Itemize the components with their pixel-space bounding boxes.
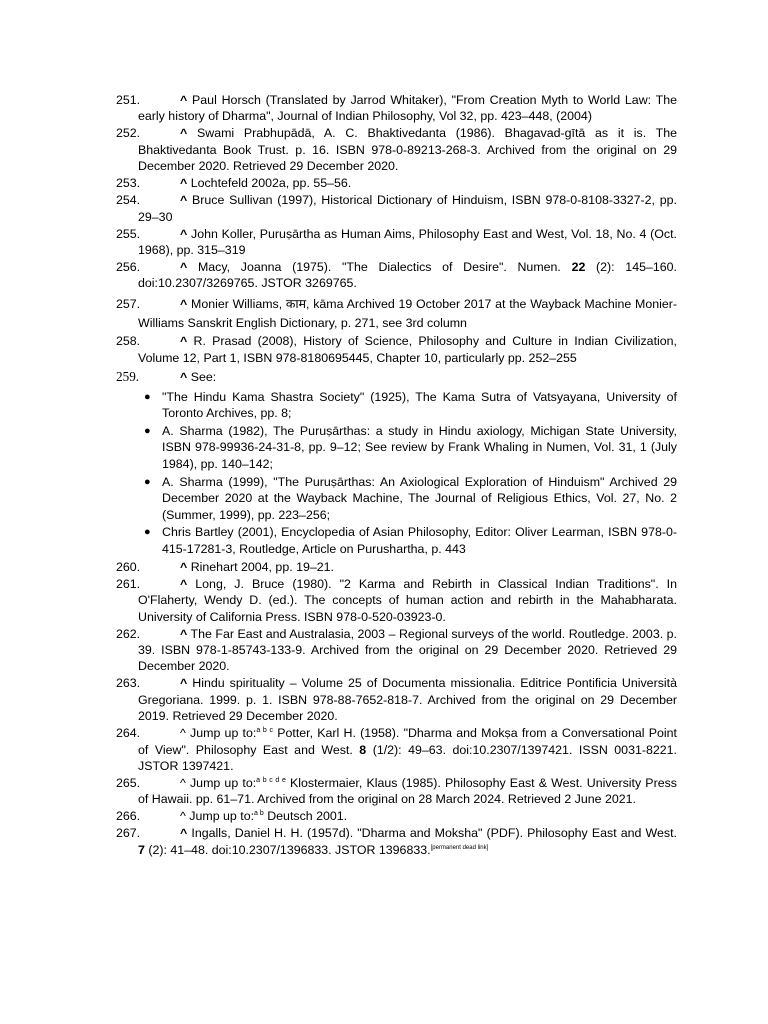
reference-259 (116, 369, 677, 385)
backlink-caret[interactable]: ^ (180, 93, 188, 107)
reference-265 (116, 775, 677, 808)
reference-text: Deutsch 2001. (267, 809, 348, 824)
bullet-icon: ● (144, 390, 151, 403)
backlink-caret[interactable]: ^ (180, 176, 188, 191)
bullet-icon: ● (144, 424, 151, 437)
reference-number: 253. (116, 176, 141, 191)
reference-267 (116, 825, 677, 858)
backlink-letters[interactable]: a b c (256, 727, 274, 735)
reference-text: R. Prasad (2008), History of Science, Philosophy and Culture in Indian Civilization, Volume 12, Part 1, ISBN 978-8180695445, Chapter 10, particularly pp. 252–255 (138, 334, 677, 365)
list-item-text: Chris Bartley (2001), Encyclopedia of Asian Philosophy, Editor: Oliver Learman, ISBN 978-0-415-17281-3, Routledge, Article on Purushartha, p. 443 (162, 525, 677, 556)
reference-number: 261. (116, 576, 141, 591)
reference-259-bullets (0, 389, 768, 558)
list-item (144, 524, 677, 557)
reference-number: 252. (116, 126, 141, 141)
reference-number: 256. (116, 260, 141, 275)
reference-text: Macy, Joanna (1975). "The Dialectics of Desire". Numen. (197, 260, 572, 275)
reference-number: 258. (116, 334, 141, 349)
bullet-icon: ● (144, 526, 151, 539)
reference-256 (116, 259, 677, 292)
reference-254 (116, 192, 677, 225)
reference-number: 262. (116, 626, 141, 641)
reference-text-continued: (2): 41–48. doi:10.2307/1396833. JSTOR 1396833. (144, 842, 431, 857)
reference-number: 254. (116, 193, 141, 208)
backlink-caret[interactable]: ^ (180, 775, 186, 790)
reference-257 (116, 295, 677, 333)
reference-262 (116, 626, 677, 675)
backlink-caret[interactable]: ^ (180, 809, 186, 824)
list-item (144, 389, 677, 422)
reference-text-continued: (1/2): 49–63. doi:10.2307/1397421. ISSN 0031-8221. JSTOR 1397421. (138, 742, 677, 773)
reference-number: 266. (116, 809, 141, 824)
reference-text-continued: (2): 145–160. doi:10.2307/3269765. JSTOR 3269765. (138, 260, 677, 291)
backlink-caret[interactable]: ^ (180, 676, 188, 691)
reference-text: Long, J. Bruce (1980). "2 Karma and Rebirth in Classical Indian Traditions". In O'Flaherty, Wendy D. (ed.). The concepts of human action and rebirth in the Mahabharata. University of California Press. ISBN 978-0-520-03923-0. (138, 576, 677, 624)
reference-text: John Koller, Puruṣārtha as Human Aims, Philosophy East and West, Vol. 18, No. 4 (Oct. 1968), pp. 315–319 (138, 226, 677, 258)
backlink-caret[interactable]: ^ (180, 296, 188, 311)
backlink-caret[interactable]: ^ (180, 826, 188, 841)
reference-number: 265. (116, 775, 141, 790)
reference-255 (116, 226, 677, 259)
reference-number: 264. (116, 726, 141, 741)
reference-261 (116, 576, 677, 625)
reference-text: Bruce Sullivan (1997), Historical Dictionary of Hinduism, ISBN 978-0-8108-3327-2, pp. 29–30 (138, 193, 677, 224)
reference-text: See: (190, 370, 217, 385)
reference-text: Monier Williams, काम, kāma Archived 19 October 2017 at the Wayback Machine Monier-Williams Sanskrit English Dictionary, p. 271, see 3rd column (138, 296, 677, 330)
reference-number: 267. (116, 826, 141, 841)
backlink-caret[interactable]: ^ (180, 370, 188, 385)
bullet-icon: ● (144, 475, 151, 488)
reference-text: Paul Horsch (Translated by Jarrod Whitaker), "From Creation Myth to World Law: The early history of Dharma", Journal of Indian Philosophy, Vol 32, pp. 423–448, (2004) (138, 93, 677, 124)
references-list (0, 92, 768, 859)
backlink-caret[interactable]: ^ (180, 193, 188, 208)
reference-number: 255. (116, 226, 141, 241)
reference-number: 263. (116, 676, 141, 691)
list-item-text: A. Sharma (1999), "The Puruṣārthas: An Axiological Exploration of Hinduism" Archived 29 December 2020 at the Wayback Machine, The Journal of Religious Ethics, Vol. 27, No. 2 (Summer, 1999), pp. 223–256; (162, 474, 677, 522)
jump-up-link[interactable]: Jump up to: (189, 775, 257, 790)
backlink-caret[interactable]: ^ (180, 576, 188, 591)
reference-258 (116, 333, 677, 366)
backlink-caret[interactable]: ^ (180, 226, 188, 241)
dead-link-note[interactable]: [permanent dead link] (430, 844, 489, 851)
backlink-letters[interactable]: a b c d e (256, 776, 286, 784)
reference-text: Ingalls, Daniel H. H. (1957d). "Dharma and Moksha" (PDF). Philosophy East and West. (191, 826, 677, 841)
volume-number: 7 (138, 842, 145, 857)
volume-number: 22 (571, 260, 586, 275)
backlink-caret[interactable]: ^ (180, 126, 188, 141)
reference-264 (116, 725, 677, 774)
list-item-text: "The Hindu Kama Shastra Society" (1925), The Kama Sutra of Vatsyayana, University of Toronto Archives, pp. 8; (162, 389, 677, 421)
reference-text: The Far East and Australasia, 2003 – Regional surveys of the world. Routledge. 2003. p. 39. ISBN 978-1-85743-133-9. Archived from the original on 29 December 2020. Retrieved 29 December 2020. (138, 626, 677, 674)
reference-260 (116, 559, 677, 575)
reference-263 (116, 675, 677, 724)
reference-text: Hindu spirituality – Volume 25 of Documenta missionalia. Editrice Pontificia Università Gregoriana. 1999. p. 1. ISBN 978-88-7652-818-7. Archived from the original on 29 December 2019. Retrieved 29 December 2020. (138, 676, 677, 724)
reference-number: 260. (116, 559, 141, 574)
reference-text: Lochtefeld 2002a, pp. 55–56. (190, 176, 352, 191)
reference-text: Swami Prabhupādā, A. C. Bhaktivedanta (1986). Bhagavad-gītā as it is. The Bhaktivedanta Book Trust. p. 16. ISBN 978-0-89213-268-3. Archived from the original on 29 December 2020. Retrieved 29 December 2020. (138, 126, 677, 174)
reference-number: 251. (116, 93, 141, 107)
backlink-letters[interactable]: a b (254, 810, 264, 818)
list-item (144, 423, 677, 472)
backlink-caret[interactable]: ^ (180, 559, 188, 574)
list-item-text: A. Sharma (1982), The Puruṣārthas: a study in Hindu axiology, Michigan State University, ISBN 978-99936-24-31-8, pp. 9–12; See review by Frank Whaling in Numen, Vol. 31, 1 (July 1984), pp. 140–142; (162, 423, 677, 471)
reference-number: 257. (116, 296, 141, 311)
backlink-caret[interactable]: ^ (180, 260, 188, 275)
reference-text: Potter, Karl H. (1958). "Dharma and Mokṣa from a Conversational Point of View". Philosophy East and West. (138, 726, 677, 757)
reference-text: Klostermaier, Klaus (1985). Philosophy East & West. University Press of Hawaii. pp. 61–71. Archived from the original on 28 March 2024. Retrieved 2 June 2021. (138, 775, 677, 807)
jump-up-link[interactable]: Jump up to: (190, 726, 257, 741)
reference-266 (116, 808, 677, 824)
backlink-caret[interactable]: ^ (180, 726, 186, 741)
reference-253 (116, 175, 677, 191)
list-item (144, 474, 677, 523)
reference-number: 259. (116, 369, 140, 385)
reference-252 (116, 125, 677, 174)
backlink-caret[interactable]: ^ (180, 626, 188, 641)
reference-text: Rinehart 2004, pp. 19–21. (190, 559, 334, 574)
volume-number: 8 (359, 742, 367, 757)
jump-up-link[interactable]: Jump up to: (189, 809, 255, 824)
backlink-caret[interactable]: ^ (180, 334, 188, 349)
reference-251 (116, 92, 677, 125)
